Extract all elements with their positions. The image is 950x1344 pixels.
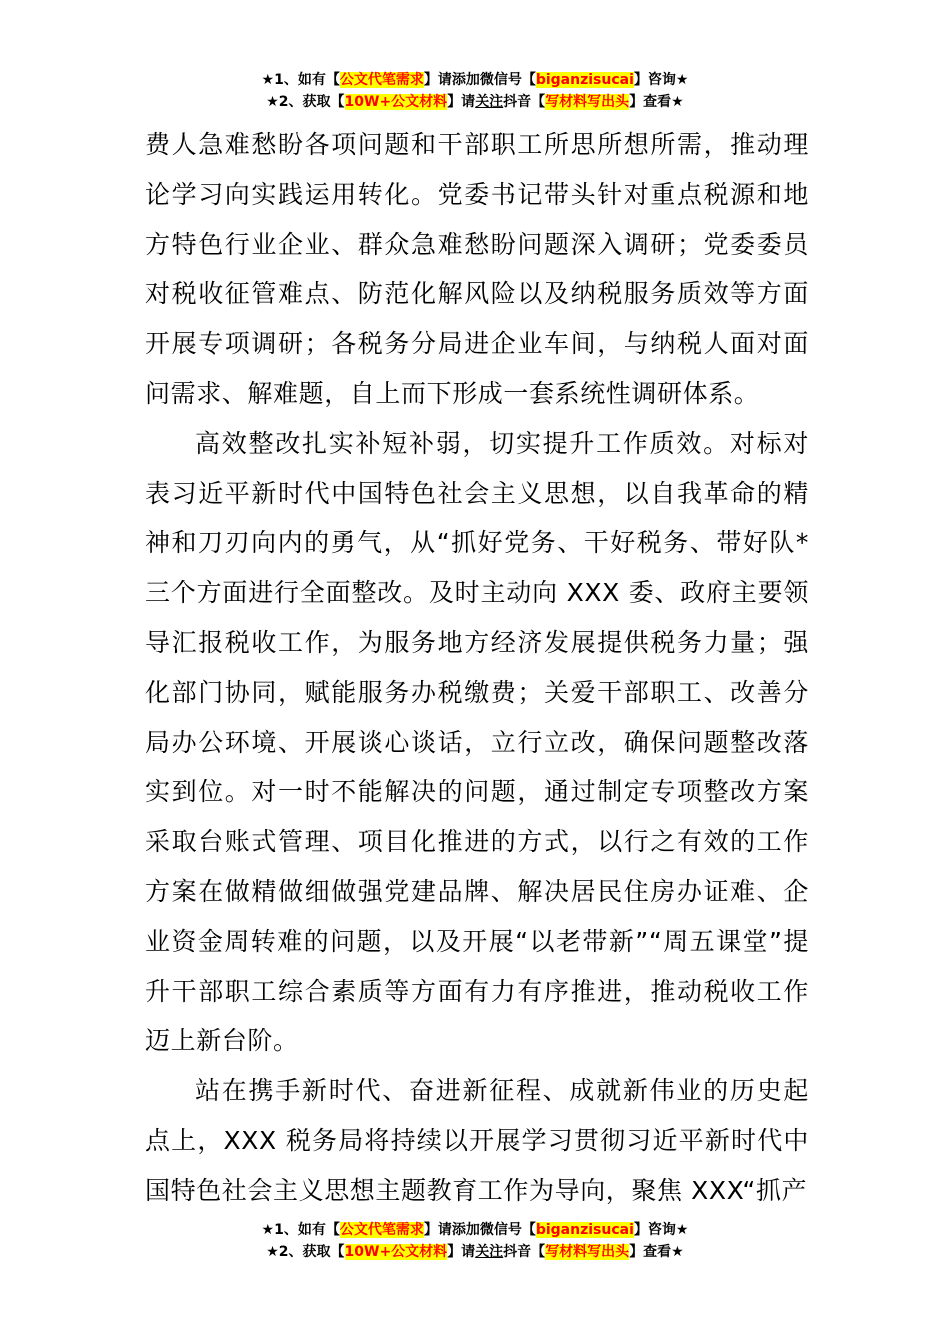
paragraph-3: 站在携手新时代、奋进新征程、成就新伟业的历史起点上，XXX 税务局将持续以开展学习贯彻习近平新时代中国特色社会主义思想主题教育工作为导向，聚焦 XXX“抓产 [145,1076,809,1205]
banner-highlight-douyin: 写材料写出头 [545,1244,630,1260]
banner-text: ★2、获取【 [266,94,345,110]
banner-text: 抖音【 [503,94,546,110]
banner-text: 】请添加微信号【 [423,72,536,88]
banner-text: 】查看★ [629,94,684,110]
banner-underlined-text: 关注 [475,1244,504,1260]
banner-highlight-materials: 10W+公文材料 [344,1244,448,1260]
banner-text: 】咨询★ [633,72,689,88]
banner-line-1 [0,1219,950,1241]
banner-text: 】请 [447,1244,476,1260]
banner-highlight-douyin: 写材料写出头 [545,94,630,110]
banner-text: 】咨询★ [633,1222,689,1238]
banner-text: ★1、如有【 [261,72,340,88]
banner-highlight-materials: 10W+公文材料 [344,94,448,110]
banner-highlight-wechat-id: biganzisucai [535,72,634,88]
paragraph-2: 高效整改扎实补短补弱，切实提升工作质效。对标对表习近平新时代中国特色社会主义思想，以自我革命的精神和刀刃向内的勇气，从“抓好党务、干好税务、带好队*三个方面进行全面整改。及时主动向 XXX 委、政府主要领导汇报税收工作，为服务地方经济发展提供税务力量；强化部门协同，赋能服务办税缴费；关爱干部职工、改善分局办公环境、开展谈心谈话，立行立改，确保问题整改落实到位。对一时不能解决的问题，通过制定专项整改方案采取台账式管理、项目化推进的方式，以行之有效的工作方案在做精做细做强党建品牌、解决居民住房办证难、企业资金周转难的问题，以及开展“以老带新”“周五课堂”提升干部职工综合素质等方面有力有序推进，推动税收工作迈上新台阶。 [145,428,809,1056]
banner-highlight-service: 公文代笔需求 [339,72,424,88]
document-body [145,120,809,1216]
banner-line-2 [0,1241,950,1263]
banner-text: 】请 [447,94,476,110]
banner-line-2 [0,91,950,113]
paragraph-1: 费人急难愁盼各项问题和干部职工所思所想所需，推动理论学习向实践运用转化。党委书记带头针对重点税源和地方特色行业企业、群众急难愁盼问题深入调研；党委委员对税收征管难点、防范化解风险以及纳税服务质效等方面开展专项调研；各税务分局进企业车间，与纳税人面对面问需求、解难题，自上而下形成一套系统性调研体系。 [145,130,809,408]
banner-line-1 [0,69,950,91]
banner-text: 】请添加微信号【 [423,1222,536,1238]
footer-banner [0,1219,950,1263]
banner-text: 抖音【 [503,1244,546,1260]
banner-text: ★2、获取【 [266,1244,345,1260]
header-banner [0,69,950,113]
banner-text: ★1、如有【 [261,1222,340,1238]
banner-text: 】查看★ [629,1244,684,1260]
banner-underlined-text: 关注 [475,94,504,110]
banner-highlight-wechat-id: biganzisucai [535,1222,634,1238]
banner-highlight-service: 公文代笔需求 [339,1222,424,1238]
